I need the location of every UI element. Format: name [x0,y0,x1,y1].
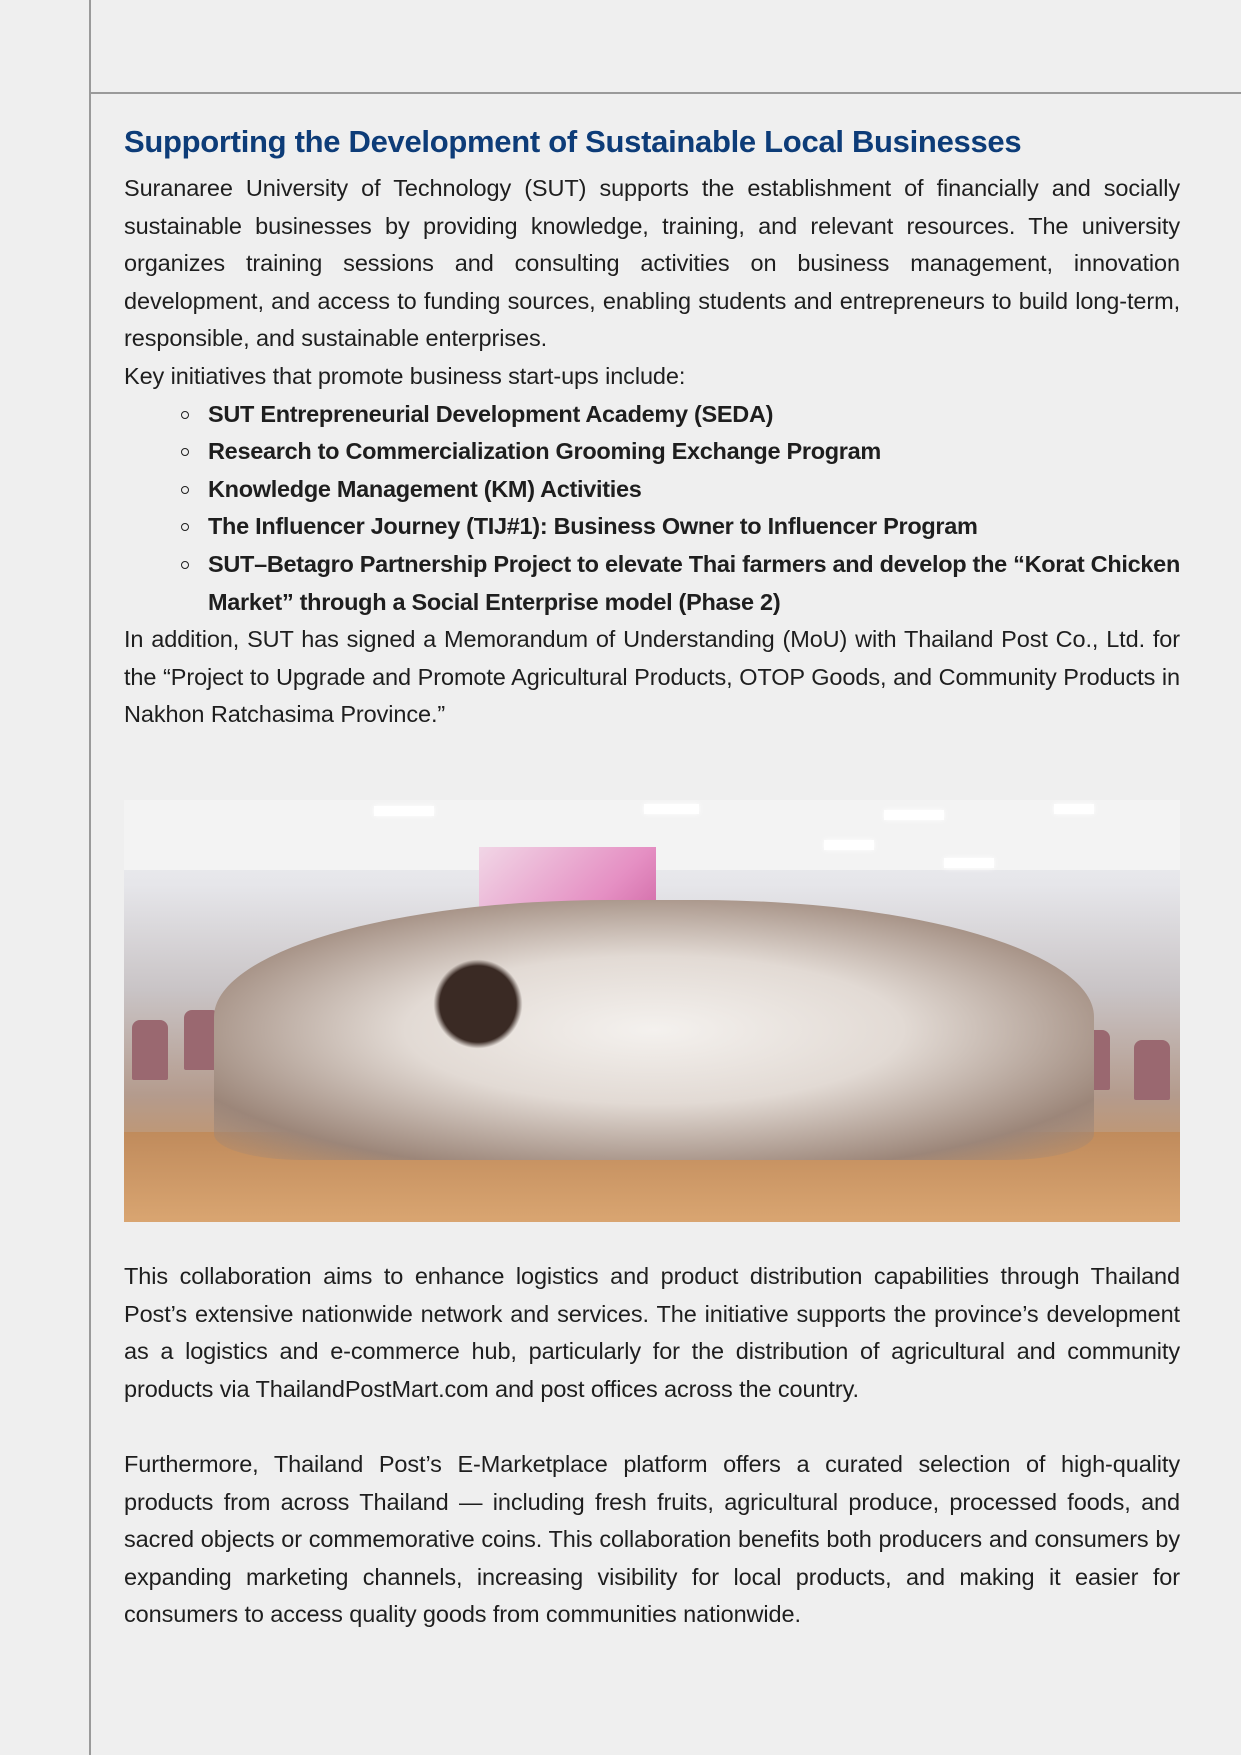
photo-ceiling-light [374,806,434,816]
photo-ceiling-light [884,810,944,820]
section-content [124,118,1180,734]
initiatives-lead: Key initiatives that promote business start-ups include: [124,362,686,389]
collaboration-paragraph: This collaboration aims to enhance logistics and product distribution capabilities through Thailand Post’s extensive nationwide network and services. The initiative supports the province’s development as a logistics and e-commerce hub, particularly for the distribution of agricultural and community products via ThailandPostMart.com and post offices across the country. [124,1263,1180,1402]
initiatives-list [124,396,1180,622]
header-rule [89,92,1241,94]
group-photo [124,800,1180,1222]
photo-ceiling-light [644,804,699,814]
photo-chair [1134,1040,1170,1100]
photo-ceiling-light [1054,804,1094,814]
section-title: Supporting the Development of Sustainable Local Businesses [124,124,1022,159]
closing-content [124,1258,1180,1634]
initiative-item: SUT Entrepreneurial Development Academy (SEDA) [208,396,1180,434]
initiative-item: Research to Commercialization Grooming Exchange Program [208,433,1180,471]
left-margin-rule [89,0,91,1755]
mou-paragraph: In addition, SUT has signed a Memorandum of Understanding (MoU) with Thailand Post Co., Ltd. for the “Project to Upgrade and Promote Agricultural Products, OTOP Goods, and Community Products in Nakhon Ratchasima Province.” [124,626,1180,728]
intro-paragraph: Suranaree University of Technology (SUT) supports the establishment of financially and socially sustainable businesses by providing knowledge, training, and relevant resources. The university organizes training sessions and consulting activities on business management, innovation development, and access to funding sources, enabling students and entrepreneurs to build long-term, responsible, and sustainable enterprises. [124,175,1180,352]
initiative-item: The Influencer Journey (TIJ#1): Business Owner to Influencer Program [208,508,1180,546]
initiative-item: SUT–Betagro Partnership Project to elevate Thai farmers and develop the “Korat Chicken Market” through a Social Enterprise model (Phase 2) [208,546,1180,621]
marketplace-paragraph: Furthermore, Thailand Post’s E-Marketplace platform offers a curated selection of high-quality products from across Thailand — including fresh fruits, agricultural produce, processed foods, and sacred objects or commemorative coins. This collaboration benefits both producers and consumers by expanding marketing channels, increasing visibility for local products, and making it easier for consumers to access quality goods from communities nationwide. [124,1450,1180,1628]
initiative-item: Knowledge Management (KM) Activities [208,471,1180,509]
paragraph-gap [124,1408,1180,1446]
photo-ceiling-light [824,840,874,850]
photo-ceiling-light [944,858,994,868]
photo-crowd [214,900,1094,1160]
photo-chair [132,1020,168,1080]
